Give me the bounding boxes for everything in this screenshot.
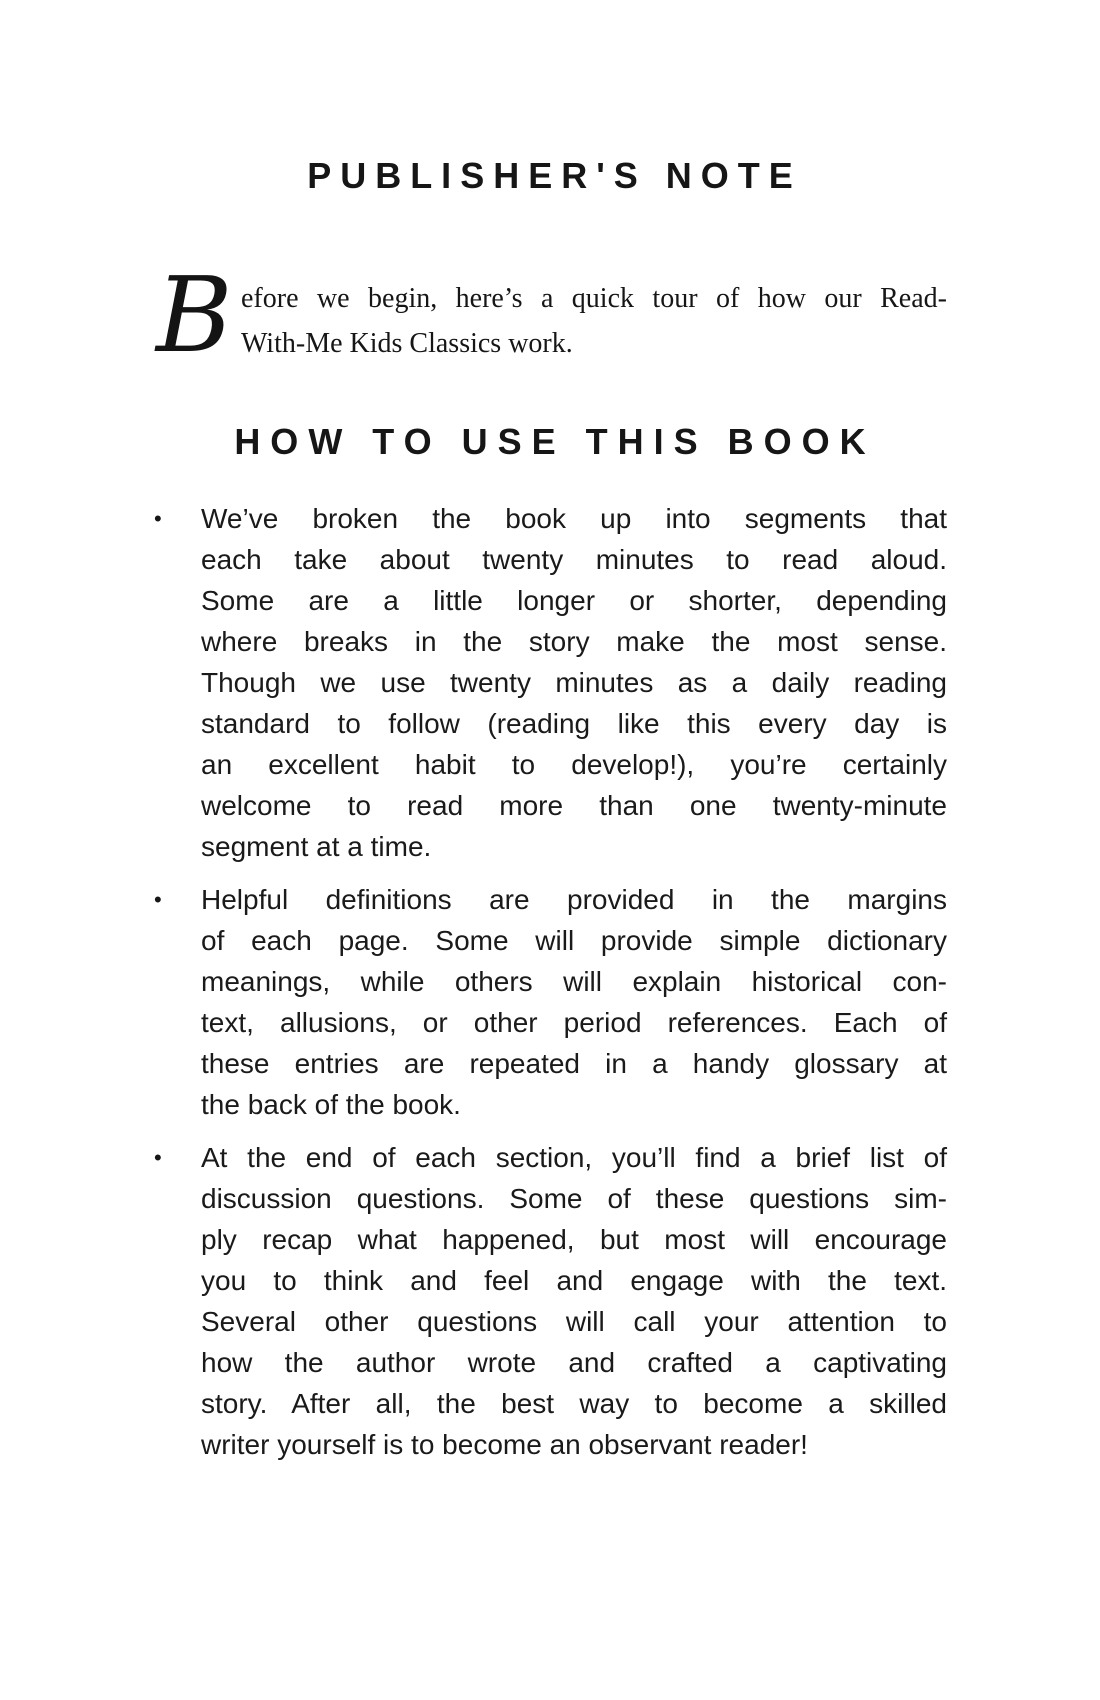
page-title: PUBLISHER'S NOTE	[307, 155, 802, 196]
text-line: the back of the book.	[201, 1089, 461, 1120]
text-line: We’ve broken the book up into segments that	[201, 503, 947, 534]
text-line: Some are a little longer or shorter, depending	[201, 585, 947, 616]
bullet-icon: •	[154, 1145, 162, 1170]
text-line: story. After all, the best way to become a skilled	[201, 1388, 947, 1419]
bullet-text	[201, 1137, 947, 1465]
intro-paragraph	[156, 254, 947, 376]
text-line: welcome to read more than one twenty-minute	[201, 790, 947, 821]
text-line: text, allusions, or other period references. Each of	[201, 1007, 947, 1038]
text-line: segment at a time.	[201, 831, 432, 862]
text-line: standard to follow (reading like this every day is	[201, 708, 947, 739]
text-line: ply recap what happened, but most will encourage	[201, 1224, 947, 1255]
text-line: of each page. Some will provide simple dictionary	[201, 925, 947, 956]
intro-text	[241, 276, 947, 366]
text-line: these entries are repeated in a handy glossary at	[201, 1048, 947, 1079]
text-line: each take about twenty minutes to read aloud.	[201, 544, 947, 575]
text-line: meanings, while others will explain historical con-	[201, 966, 947, 997]
list-item	[154, 879, 947, 1125]
bullet-list	[154, 498, 947, 1465]
text-line: With-Me Kids Classics work.	[241, 328, 573, 359]
text-line: Helpful definitions are provided in the margins	[201, 884, 947, 915]
text-line: Several other questions will call your attention to	[201, 1306, 947, 1337]
text-line: how the author wrote and crafted a captivating	[201, 1347, 947, 1378]
text-line: you to think and feel and engage with the text.	[201, 1265, 947, 1296]
text-line: where breaks in the story make the most sense.	[201, 626, 947, 657]
text-line: an excellent habit to develop!), you’re certainly	[201, 749, 947, 780]
text-line: writer yourself is to become an observant reader!	[201, 1429, 808, 1460]
bullet-text	[201, 879, 947, 1125]
section-heading: HOW TO USE THIS BOOK	[234, 421, 876, 462]
text-line: Though we use twenty minutes as a daily reading	[201, 667, 947, 698]
text-line: discussion questions. Some of these questions sim-	[201, 1183, 947, 1214]
bullet-text	[201, 498, 947, 867]
text-line: efore we begin, here’s a quick tour of how our Read-	[241, 283, 947, 314]
bullet-icon: •	[154, 887, 162, 912]
text-line: At the end of each section, you’ll find a brief list of	[201, 1142, 947, 1173]
list-item	[154, 498, 947, 867]
list-item	[154, 1137, 947, 1465]
bullet-icon: •	[154, 506, 162, 531]
drop-cap: B	[156, 254, 233, 376]
